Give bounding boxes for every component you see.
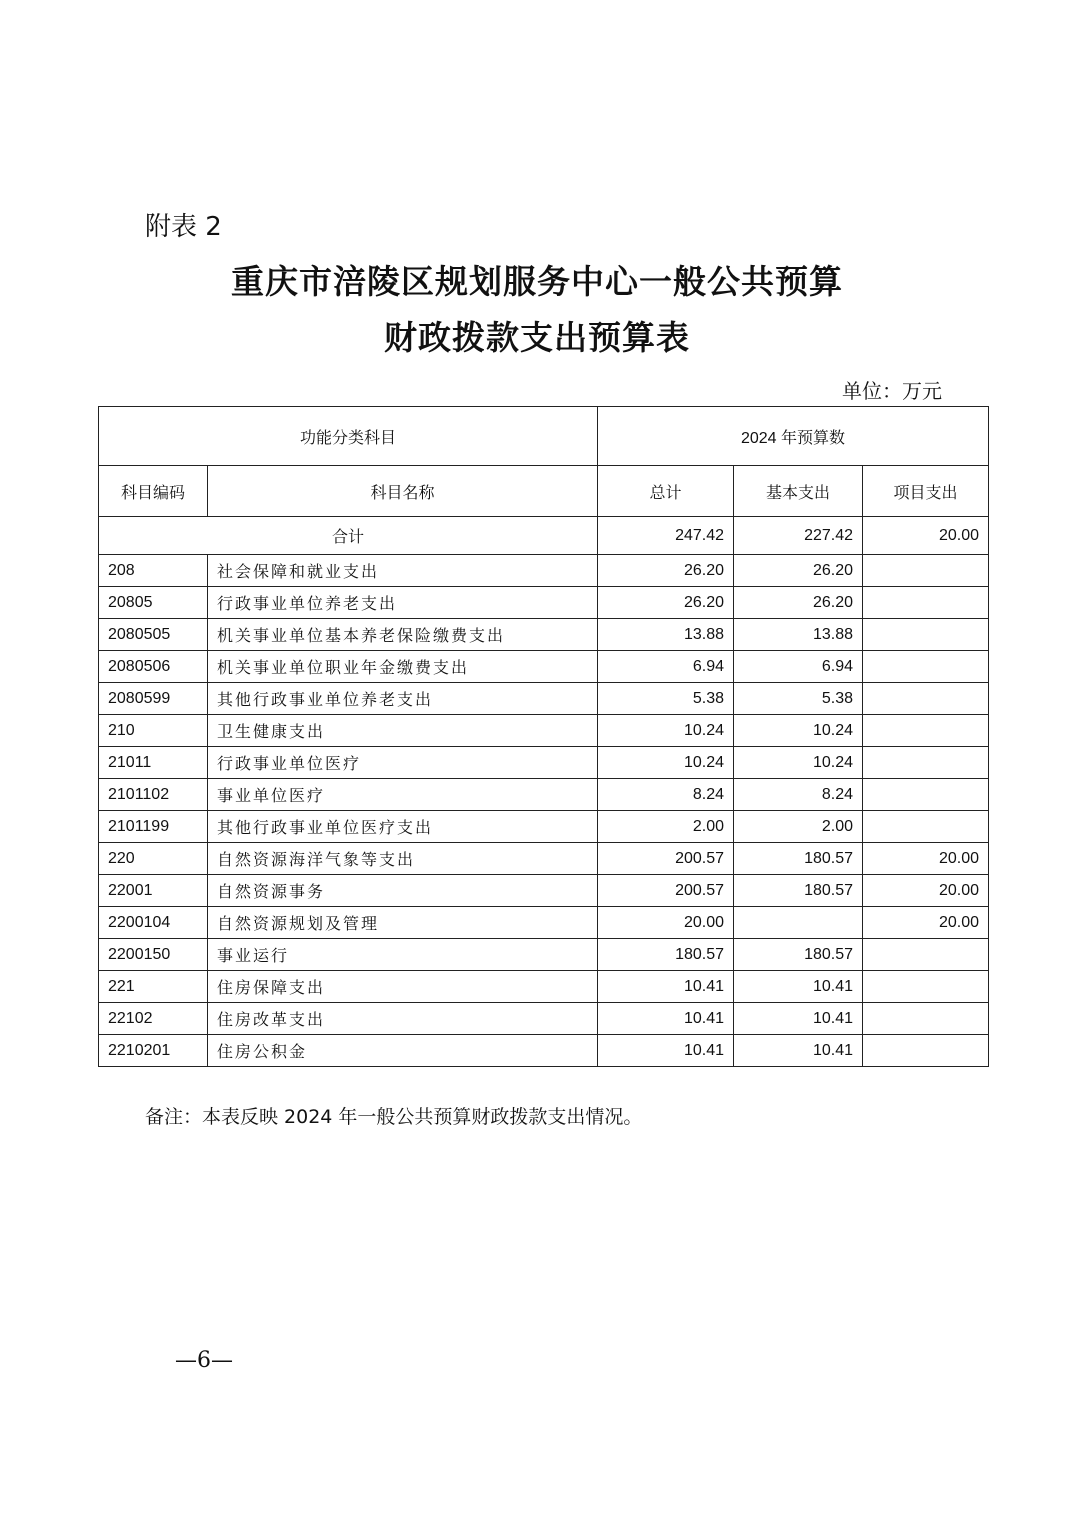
cell-code: 220 — [99, 843, 208, 875]
footnote: 备注：本表反映 2024 年一般公共预算财政拨款支出情况。 — [145, 1106, 643, 1128]
cell-project: 20.00 — [863, 875, 989, 907]
cell-code: 2210201 — [99, 1035, 208, 1067]
header-code: 科目编码 — [99, 466, 208, 517]
header-row-2 — [99, 466, 989, 517]
cell-total: 5.38 — [598, 683, 734, 715]
cell-total: 2.00 — [598, 811, 734, 843]
cell-project — [863, 587, 989, 619]
cell-total: 6.94 — [598, 651, 734, 683]
cell-total: 8.24 — [598, 779, 734, 811]
cell-name: 其他行政事业单位养老支出 — [208, 683, 598, 715]
cell-total: 10.41 — [598, 1035, 734, 1067]
cell-basic: 10.41 — [734, 1003, 863, 1035]
total-label: 合计 — [99, 517, 598, 555]
cell-name: 其他行政事业单位医疗支出 — [208, 811, 598, 843]
cell-name: 住房公积金 — [208, 1035, 598, 1067]
cell-basic: 10.41 — [734, 1035, 863, 1067]
header-name: 科目名称 — [208, 466, 598, 517]
table-row — [99, 843, 989, 875]
cell-name: 行政事业单位养老支出 — [208, 587, 598, 619]
cell-project — [863, 747, 989, 779]
cell-code: 2200104 — [99, 907, 208, 939]
cell-total: 26.20 — [598, 587, 734, 619]
cell-total: 10.41 — [598, 1003, 734, 1035]
cell-total: 20.00 — [598, 907, 734, 939]
cell-name: 卫生健康支出 — [208, 715, 598, 747]
cell-basic — [734, 907, 863, 939]
header-budget-year: 2024 年预算数 — [598, 407, 989, 466]
cell-basic: 10.24 — [734, 747, 863, 779]
table-row — [99, 779, 989, 811]
cell-basic: 13.88 — [734, 619, 863, 651]
cell-project — [863, 1003, 989, 1035]
cell-project — [863, 971, 989, 1003]
table-row — [99, 1035, 989, 1067]
document-title-line1: 重庆市涪陵区规划服务中心一般公共预算 — [231, 262, 843, 301]
cell-total: 13.88 — [598, 619, 734, 651]
cell-code: 2101199 — [99, 811, 208, 843]
header-functional-category: 功能分类科目 — [99, 407, 598, 466]
table-row — [99, 587, 989, 619]
cell-code: 2080506 — [99, 651, 208, 683]
table-row — [99, 683, 989, 715]
cell-total: 200.57 — [598, 843, 734, 875]
page-number: —6— — [175, 1348, 233, 1373]
cell-code: 210 — [99, 715, 208, 747]
table-row — [99, 811, 989, 843]
cell-basic: 6.94 — [734, 651, 863, 683]
unit-label: 单位：万元 — [842, 379, 942, 403]
header-total: 总计 — [598, 466, 734, 517]
cell-project: 20.00 — [863, 907, 989, 939]
table-row — [99, 747, 989, 779]
table-row — [99, 875, 989, 907]
cell-code: 2080505 — [99, 619, 208, 651]
table-row — [99, 715, 989, 747]
total-project: 20.00 — [863, 517, 989, 555]
cell-basic: 10.41 — [734, 971, 863, 1003]
cell-name: 机关事业单位职业年金缴费支出 — [208, 651, 598, 683]
cell-project — [863, 555, 989, 587]
cell-name: 住房保障支出 — [208, 971, 598, 1003]
cell-name: 事业单位医疗 — [208, 779, 598, 811]
cell-project — [863, 651, 989, 683]
cell-name: 行政事业单位医疗 — [208, 747, 598, 779]
cell-name: 自然资源规划及管理 — [208, 907, 598, 939]
cell-project — [863, 939, 989, 971]
budget-table — [98, 406, 989, 1067]
cell-basic: 180.57 — [734, 939, 863, 971]
table-row — [99, 1003, 989, 1035]
total-row — [99, 517, 989, 555]
cell-code: 2200150 — [99, 939, 208, 971]
table-row — [99, 971, 989, 1003]
cell-basic: 8.24 — [734, 779, 863, 811]
table-row — [99, 555, 989, 587]
cell-basic: 180.57 — [734, 843, 863, 875]
cell-basic: 10.24 — [734, 715, 863, 747]
cell-project — [863, 1035, 989, 1067]
cell-code: 221 — [99, 971, 208, 1003]
cell-total: 10.24 — [598, 747, 734, 779]
header-basic: 基本支出 — [734, 466, 863, 517]
attachment-label: 附表 2 — [145, 212, 222, 242]
cell-code: 22102 — [99, 1003, 208, 1035]
cell-basic: 2.00 — [734, 811, 863, 843]
document-title-line2: 财政拨款支出预算表 — [384, 318, 690, 357]
cell-project — [863, 619, 989, 651]
cell-code: 21011 — [99, 747, 208, 779]
cell-basic: 26.20 — [734, 555, 863, 587]
cell-basic: 180.57 — [734, 875, 863, 907]
cell-name: 自然资源海洋气象等支出 — [208, 843, 598, 875]
cell-basic: 26.20 — [734, 587, 863, 619]
cell-project — [863, 779, 989, 811]
table-row — [99, 651, 989, 683]
cell-code: 208 — [99, 555, 208, 587]
cell-name: 社会保障和就业支出 — [208, 555, 598, 587]
cell-code: 2080599 — [99, 683, 208, 715]
table-row — [99, 907, 989, 939]
cell-code: 22001 — [99, 875, 208, 907]
cell-name: 住房改革支出 — [208, 1003, 598, 1035]
table-row — [99, 619, 989, 651]
cell-name: 机关事业单位基本养老保险缴费支出 — [208, 619, 598, 651]
header-row-1 — [99, 407, 989, 466]
cell-project: 20.00 — [863, 843, 989, 875]
cell-total: 10.41 — [598, 971, 734, 1003]
cell-basic: 5.38 — [734, 683, 863, 715]
cell-name: 自然资源事务 — [208, 875, 598, 907]
cell-project — [863, 715, 989, 747]
cell-project — [863, 811, 989, 843]
cell-total: 180.57 — [598, 939, 734, 971]
cell-total: 26.20 — [598, 555, 734, 587]
cell-project — [863, 683, 989, 715]
table-row — [99, 939, 989, 971]
total-total: 247.42 — [598, 517, 734, 555]
header-project: 项目支出 — [863, 466, 989, 517]
cell-code: 20805 — [99, 587, 208, 619]
cell-name: 事业运行 — [208, 939, 598, 971]
cell-total: 200.57 — [598, 875, 734, 907]
cell-total: 10.24 — [598, 715, 734, 747]
total-basic: 227.42 — [734, 517, 863, 555]
cell-code: 2101102 — [99, 779, 208, 811]
